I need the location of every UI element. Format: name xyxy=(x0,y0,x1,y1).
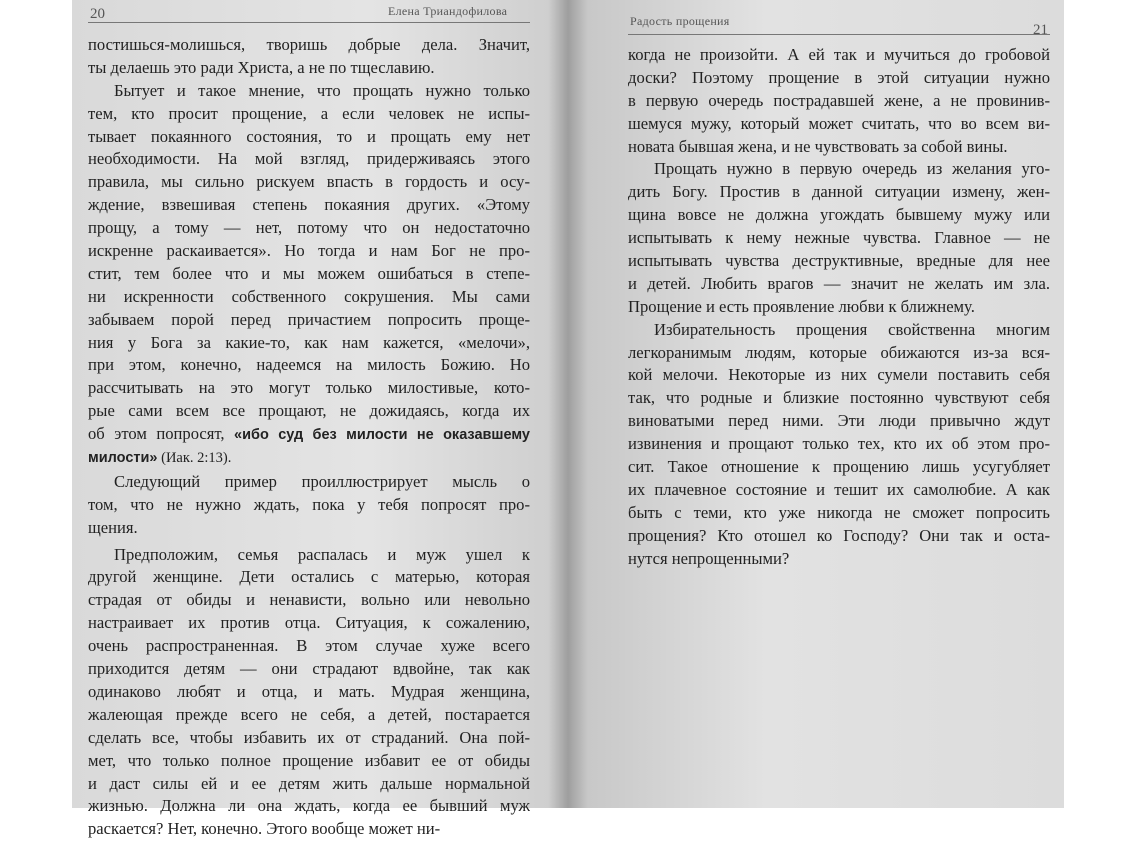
text-line xyxy=(88,400,530,423)
text-line xyxy=(88,704,530,727)
text-line xyxy=(628,525,1050,548)
text-line xyxy=(628,44,1050,67)
text-line-content: тывает покаянного состояния, то и прощать ему нет xyxy=(88,126,530,146)
book-spread xyxy=(72,0,1064,839)
text-line-content: забываем порой перед причастием попросить проще- xyxy=(88,309,530,329)
text-line-content: при этом, конечно, надеемся на милость Божию. Но xyxy=(88,355,530,375)
text-line xyxy=(88,471,530,494)
left-page-header xyxy=(88,4,530,20)
text-line-content: новата бывшая жена, и не чувствовать за собой вины. xyxy=(628,136,1008,156)
text-line-content: раскается? Нет, конечно. Этого вообще может ни- xyxy=(88,819,441,839)
text-line xyxy=(628,90,1050,113)
text-line-content: быть с теми, кто уже никогда не сможет попросить xyxy=(628,502,1050,522)
text-line-content: другой женщине. Дети остались с матерью, которая xyxy=(88,567,530,587)
text-line xyxy=(628,250,1050,273)
text-line xyxy=(88,171,530,194)
text-line xyxy=(628,158,1050,181)
text-line-content: ния у Бога за какие-то, как нам кажется, «мелочи», xyxy=(88,332,530,352)
text-line-content: Бытует и такое мнение, что прощать нужно только xyxy=(114,80,530,100)
text-line-content: ни искренности собственного сокрушения. Мы сами xyxy=(88,286,530,306)
text-line-content: извинения и прощают только тех, кто их об этом про- xyxy=(628,434,1050,454)
text-line xyxy=(88,727,530,750)
bold-quote-end: милости» xyxy=(88,450,158,467)
text-line-content: очень распространенная. В этом случае хуже всего xyxy=(88,636,530,656)
text-line xyxy=(88,263,530,286)
text-line xyxy=(88,148,530,171)
text-line xyxy=(88,612,530,635)
text-line xyxy=(88,566,530,589)
text-line xyxy=(88,517,530,540)
text-line-content: и детей. Любить врагов — значит не желать им зла. xyxy=(628,273,1050,293)
text-line xyxy=(88,377,530,400)
text-line xyxy=(628,319,1050,342)
text-line-content: необходимости. На мой взгляд, придерживаясь этого xyxy=(88,149,530,169)
text-line xyxy=(628,273,1050,296)
text-line xyxy=(628,456,1050,479)
left-running-head: Елена Триандофилова xyxy=(388,4,508,18)
left-header-rule xyxy=(88,22,530,23)
text-line xyxy=(88,658,530,681)
text-line xyxy=(88,354,530,377)
left-page xyxy=(88,0,530,839)
right-page-body xyxy=(628,44,1050,570)
text-line-content: кой мелочи. Некоторые из них сумели поставить себя xyxy=(628,365,1050,385)
text-line-content: постишься-молишься, творишь добрые дела. Значит, xyxy=(88,35,530,54)
text-line-content: том, что не нужно ждать, пока у тебя попросят про- xyxy=(88,494,530,514)
text-line xyxy=(88,589,530,612)
text-line-content: Прощение и есть проявление любви к ближнему. xyxy=(628,296,975,316)
text-line xyxy=(628,410,1050,433)
text-line xyxy=(88,750,530,773)
text-line-content: приходится детям — они страдают вдвойне, так как xyxy=(88,659,530,679)
text-line-content: их плачевное состояние и тешит их самолюбие. А как xyxy=(628,479,1050,499)
text-line xyxy=(628,113,1050,136)
text-line-content: Прощать нужно в первую очередь из желания уго- xyxy=(654,159,1050,179)
text-line-content: страдая от обиды и ненависти, вольно или невольно xyxy=(88,590,530,610)
right-header-rule xyxy=(628,34,1050,35)
right-running-head: Радость прощения xyxy=(630,14,730,28)
bold-quote-start: «ибо суд без милости не оказавшему xyxy=(234,427,530,444)
text-line-content: тем, кто просит прощение, а если человек не испы- xyxy=(88,103,530,123)
text-line xyxy=(628,364,1050,387)
text-line xyxy=(88,544,530,567)
text-line xyxy=(628,342,1050,365)
text-line-content: прощения? Кто отошел ко Господу? Они так и оста- xyxy=(628,525,1050,545)
text-line-content: жизнью. Должна ли она ждать, когда ее бывший муж xyxy=(88,796,530,816)
text-line-content: Избирательность прощения свойственна многим xyxy=(654,319,1050,339)
text-line-content: жалеющая прежде всего не себя, а детей, постарается xyxy=(88,704,530,724)
text-line xyxy=(628,387,1050,410)
text-line xyxy=(628,181,1050,204)
text-line-content: стит, тем более что и мы можем ошибаться в степе- xyxy=(88,263,530,283)
text-line-content: щина вовсе не должна угождать бывшему мужу или xyxy=(628,205,1050,225)
text-line xyxy=(88,773,530,796)
text-line xyxy=(88,240,530,263)
text-line-content: Следующий пример проиллюстрирует мысль о xyxy=(114,471,530,491)
text-line-content: легкоранимым людям, которые обижаются из-за вся- xyxy=(628,342,1050,362)
text-line-content: доски? Поэтому прощение в этой ситуации нужно xyxy=(628,67,1050,87)
text-line xyxy=(628,204,1050,227)
text-line xyxy=(628,548,1050,571)
text-line xyxy=(88,681,530,704)
text-line-content: так, что родные и близкие постоянно чувствуют себя xyxy=(628,388,1050,408)
text-line-content: дить Богу. Простив в данной ситуации измену, жен- xyxy=(628,182,1050,202)
text-line-content: мет, что только полное прощение избавит ее от обиды xyxy=(88,750,530,770)
text-line-content: испытывать к нему нежные чувства. Главное — не xyxy=(628,228,1050,248)
text-line-content: шемуся мужу, который может считать, что во всем ви- xyxy=(628,113,1050,133)
text-line-content: нутся непрощенными? xyxy=(628,548,790,568)
text-line xyxy=(628,479,1050,502)
text-line-content: настраивает их против отца. Ситуация, к сожалению, xyxy=(88,613,530,633)
text-line xyxy=(88,818,530,841)
text-line xyxy=(88,332,530,355)
text-line xyxy=(88,194,530,217)
text-line xyxy=(88,103,530,126)
text-line xyxy=(628,67,1050,90)
text-line xyxy=(88,217,530,240)
text-line xyxy=(628,227,1050,250)
text-line xyxy=(628,433,1050,456)
text-line-content: искренне раскаивается». Но тогда и нам Бог не про- xyxy=(88,241,530,261)
text-line-content: сит. Такое отношение к прощению лишь усугубляет xyxy=(628,457,1050,477)
scripture-reference: (Иак. 2:13). xyxy=(157,450,232,467)
text-line xyxy=(88,57,530,80)
text-line-content: правила, мы сильно рискуем впасть в гордость и осу- xyxy=(88,172,530,192)
text-line-content: одинаково любят и отца, и мать. Мудрая женщина, xyxy=(88,681,530,701)
text-line-content: рые сами всем все прощают, не дожидаясь, когда их xyxy=(88,401,530,421)
text-line-content: щения. xyxy=(88,517,138,537)
text-line-content: ты делаешь это ради Христа, а не по тщеславию. xyxy=(88,57,435,77)
right-page-header xyxy=(628,4,1050,38)
text-line xyxy=(88,126,530,149)
text-line xyxy=(88,34,530,57)
text-line-content: сделать все, чтобы избавить их от страданий. Она пой- xyxy=(88,727,530,747)
right-page xyxy=(628,0,1050,808)
left-page-number: 20 xyxy=(90,6,105,22)
text-line-content: ждение, взвешивая степень покаяния других. «Этому xyxy=(88,195,530,215)
text-line xyxy=(88,80,530,103)
text-line-content: испытывать чувства деструктивные, вредные для нее xyxy=(628,251,1050,271)
text-line xyxy=(88,795,530,818)
text-line xyxy=(88,309,530,332)
text-line xyxy=(628,296,1050,319)
text-line xyxy=(88,635,530,658)
text-line xyxy=(88,286,530,309)
text-line-content: и даст силы ей и ее детям жить дальше нормальной xyxy=(88,773,530,793)
text-line-content: прощу, а тому — нет, потому что он недостаточно xyxy=(88,218,530,238)
left-page-body xyxy=(88,34,530,841)
text-line xyxy=(88,494,530,517)
text-line xyxy=(628,502,1050,525)
text-line-content: рассчитывать на это могут только милостивые, кото- xyxy=(88,378,530,398)
text-line-content: виноватыми перед ними. Эти люди привычно ждут xyxy=(628,411,1050,431)
text-line xyxy=(628,136,1050,159)
right-page-number: 21 xyxy=(1033,22,1048,38)
text-line-content: в первую очередь пострадавшей жене, а не провинив- xyxy=(628,90,1050,110)
text-line xyxy=(88,446,530,469)
text-line-content: Предположим, семья распалась и муж ушел к xyxy=(114,544,530,564)
text-line xyxy=(88,423,530,446)
text-line-content: когда не произойти. А ей так и мучиться до гробовой xyxy=(628,45,1050,64)
text-line-content: об этом попросят, xyxy=(88,424,225,444)
